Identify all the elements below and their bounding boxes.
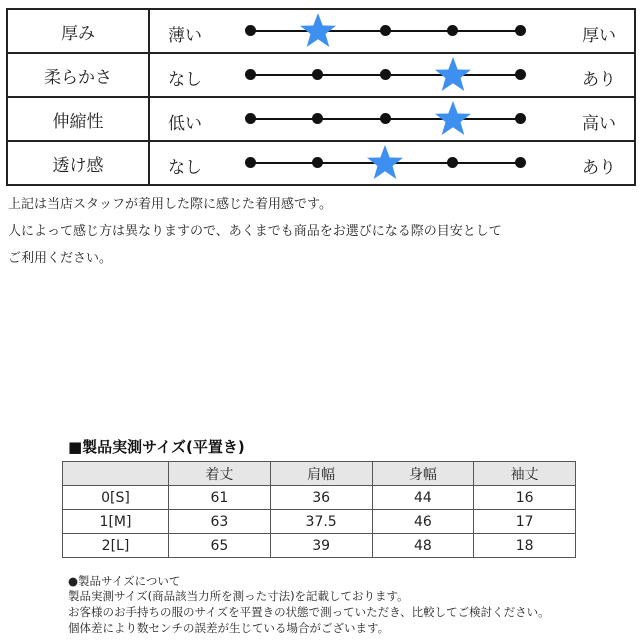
scale-high-label: 高い bbox=[582, 114, 616, 134]
size-value: 46 bbox=[372, 510, 474, 534]
scale-dot bbox=[447, 25, 458, 36]
scale-dot bbox=[515, 25, 526, 36]
size-value: 63 bbox=[169, 510, 271, 534]
scale-dot bbox=[380, 113, 391, 124]
size-label: 0[S] bbox=[63, 486, 169, 510]
rating-row bbox=[7, 53, 635, 97]
rating-row bbox=[7, 97, 635, 141]
size-value: 18 bbox=[474, 534, 576, 558]
scale-dot bbox=[312, 69, 323, 80]
rating-star-icon bbox=[433, 99, 473, 139]
feel-rating-table bbox=[6, 8, 636, 186]
size-note-heading: ●製品サイズについて bbox=[68, 574, 181, 588]
note-line-1: 上記は当店スタッフが着用した際に感じた着用感です。 bbox=[8, 197, 332, 212]
scale-high-label: あり bbox=[582, 158, 616, 178]
scale-dot bbox=[312, 157, 323, 168]
scale-dot bbox=[380, 25, 391, 36]
rating-scale bbox=[149, 141, 635, 185]
size-column-header: 肩幅 bbox=[270, 462, 372, 486]
scale-dot bbox=[515, 157, 526, 168]
scale-high-label: 厚い bbox=[582, 26, 616, 46]
size-value: 65 bbox=[169, 534, 271, 558]
scale-dot bbox=[515, 113, 526, 124]
scale-dot bbox=[245, 69, 256, 80]
size-value: 16 bbox=[474, 486, 576, 510]
scale-dot bbox=[380, 69, 391, 80]
size-value: 37.5 bbox=[270, 510, 372, 534]
scale-dot bbox=[245, 113, 256, 124]
size-label: 2[L] bbox=[63, 534, 169, 558]
rating-star-icon bbox=[365, 143, 405, 183]
size-value: 61 bbox=[169, 486, 271, 510]
scale-dot bbox=[245, 25, 256, 36]
rating-attribute-label: 柔らかさ bbox=[7, 53, 149, 97]
note-line-3: ご利用ください。 bbox=[8, 251, 113, 266]
rating-scale bbox=[149, 53, 635, 97]
rating-scale bbox=[149, 9, 635, 53]
size-column-header: 袖丈 bbox=[474, 462, 576, 486]
rating-star-icon bbox=[298, 11, 338, 51]
rating-attribute-label: 透け感 bbox=[7, 141, 149, 185]
size-note-3: 個体差により数センチの誤差が生じている場合がございます。 bbox=[68, 621, 390, 635]
scale-low-label: なし bbox=[168, 158, 202, 178]
scale-dot bbox=[312, 113, 323, 124]
size-header-blank bbox=[63, 462, 169, 486]
size-value: 39 bbox=[270, 534, 372, 558]
size-row bbox=[63, 486, 576, 510]
scale-dot bbox=[447, 157, 458, 168]
size-table bbox=[62, 461, 576, 558]
size-row bbox=[63, 534, 576, 558]
scale-low-label: 薄い bbox=[168, 26, 202, 46]
rating-attribute-label: 伸縮性 bbox=[7, 97, 149, 141]
size-label: 1[M] bbox=[63, 510, 169, 534]
size-value: 48 bbox=[372, 534, 474, 558]
size-value: 44 bbox=[372, 486, 474, 510]
rating-star-icon bbox=[433, 55, 473, 95]
size-column-header: 身幅 bbox=[372, 462, 474, 486]
rating-scale bbox=[149, 97, 635, 141]
size-table-title: ■製品実測サイズ(平置き) bbox=[68, 438, 245, 456]
scale-low-label: 低い bbox=[168, 114, 202, 134]
scale-dot bbox=[515, 69, 526, 80]
scale-low-label: なし bbox=[168, 70, 202, 90]
rating-row bbox=[7, 141, 635, 185]
size-row bbox=[63, 510, 576, 534]
rating-row bbox=[7, 9, 635, 53]
note-line-2: 人によって感じ方は異なりますので、あくまでも商品をお選びになる際の目安として bbox=[8, 224, 502, 239]
scale-high-label: あり bbox=[582, 70, 616, 90]
rating-attribute-label: 厚み bbox=[7, 9, 149, 53]
size-value: 36 bbox=[270, 486, 372, 510]
size-note-1: 製品実測サイズ(商品該当力所を測った寸法)を記載しております。 bbox=[68, 589, 409, 603]
size-value: 17 bbox=[474, 510, 576, 534]
size-column-header: 着丈 bbox=[169, 462, 271, 486]
scale-dot bbox=[245, 157, 256, 168]
size-note-2: お客様のお手持ちの服のサイズを平置きの状態で測っていただき、比較してご検討ください。 bbox=[68, 605, 550, 619]
